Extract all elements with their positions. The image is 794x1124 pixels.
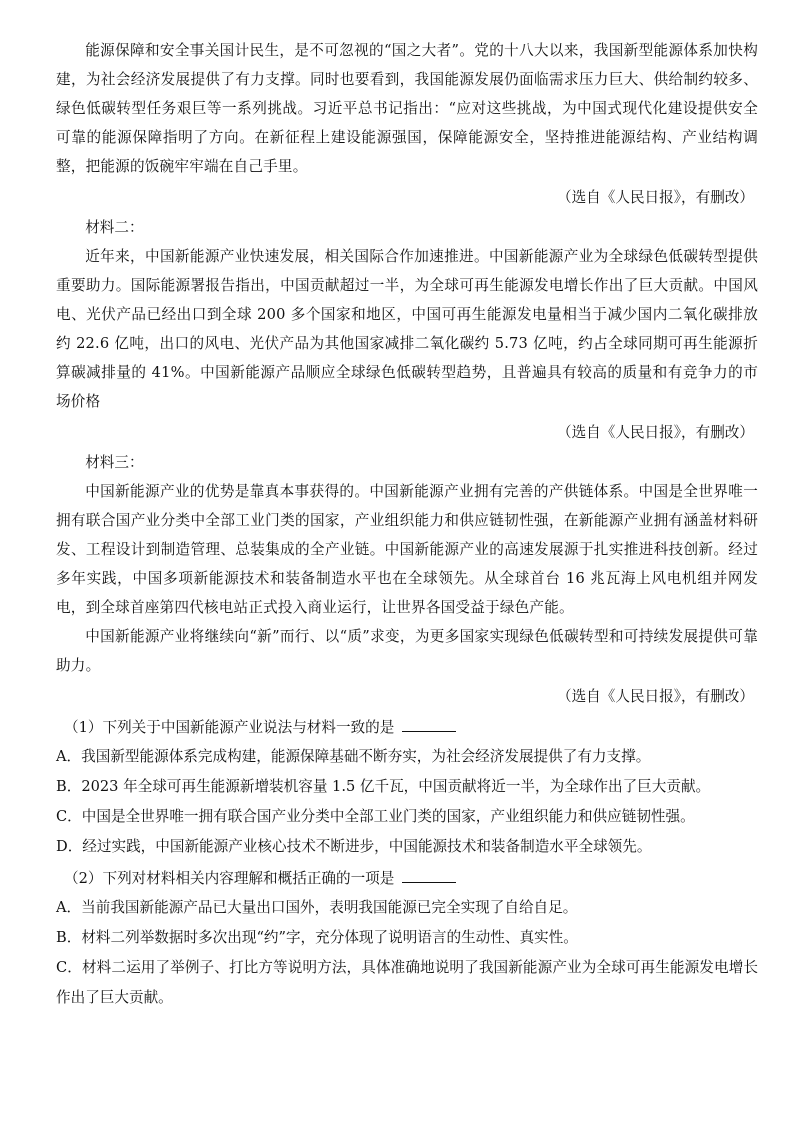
question-1-option-c: C．中国是全世界唯一拥有联合国产业分类中全部工业门类的国家，产业组织能力和供应链韧性强。 <box>56 808 695 825</box>
question-2-option-c: C．材料二运用了举例子、打比方等说明方法，具体准确地说明了我国新能源产业为全球可再生能源发电增长作出了巨大贡献。 <box>56 959 758 1006</box>
material3-source: （选自《人民日报》，有删改） <box>556 688 754 705</box>
question-1-prompt: （1）下列关于中国新能源产业说法与材料一致的是 <box>64 719 395 736</box>
question-2-option-b: B．材料二列举数据时多次出现“约”字，充分体现了说明语言的生动性、真实性。 <box>56 929 578 946</box>
document-page <box>56 36 758 1013</box>
question-2-prompt: （2）下列对材料相关内容理解和概括正确的一项是 <box>64 870 395 887</box>
question-1-option-d: D．经过实践，中国新能源产业核心技术不断进步，中国能源技术和装备制造水平全球领先。 <box>56 838 652 855</box>
material3-heading: 材料三： <box>85 454 144 471</box>
question-2-option-a: A．当前我国新能源产品已大量出口国外，表明我国能源已完全实现了自给自足。 <box>56 899 578 916</box>
question-2-answer-blank[interactable] <box>402 866 456 883</box>
question-1-option-b: B．2023 年全球可再生能源新增装机容量 1.5 亿千瓦，中国贡献将近一半，为全球作出了巨大贡献。 <box>56 778 711 795</box>
material2-heading: 材料二： <box>85 219 144 236</box>
intro-paragraph: 能源保障和安全事关国计民生，是不可忽视的“国之大者”。党的十八大以来，我国新型能源体系加快构建，为社会经济发展提供了有力支撑。同时也要看到，我国能源发展仍面临需求压力巨大、供给制约较多、绿色低碳转型任务艰巨等一系列挑战。习近平总书记指出：“应对这些挑战，为中国式现代化建设提供安全可靠的能源保障指明了方向。在新征程上建设能源强国，保障能源安全，坚持推进能源结构、产业结构调整，把能源的饭碗牢牢端在自己手里。 <box>56 42 758 175</box>
question-2 <box>56 864 758 893</box>
question-1-option-a: A．我国新型能源体系完成构建，能源保障基础不断夯实，为社会经济发展提供了有力支撑。 <box>56 748 651 765</box>
material2-paragraph: 近年来，中国新能源产业快速发展，相关国际合作加速推进。中国新能源产业为全球绿色低碳转型提供重要助力。国际能源署报告指出，中国贡献超过一半，为全球可再生能源发电增长作出了巨大贡献。中国风电、光伏产品已经出口到全球 200 多个国家和地区，中国可再生能源发电量相当于减少国内二氧化碳排放约 22.6 亿吨，出口的风电、光伏产品为其他国家减排二氧化碳约 5.73 亿吨，约占全球同期可再生能源折算碳减排量的 41%。中国新能源产品顺应全球绿色低碳转型趋势，且普遍具有较高的质量和有竞争力的市场价格 <box>56 248 758 410</box>
material2-source: （选自《人民日报》，有删改） <box>556 424 754 441</box>
question-1 <box>56 713 758 742</box>
question-1-answer-blank[interactable] <box>402 715 456 732</box>
material3-paragraph-2: 中国新能源产业将继续向“新”而行、以“质”求变，为更多国家实现绿色低碳转型和可持续发展提供可靠助力。 <box>56 628 758 674</box>
intro-source: （选自《人民日报》，有删改） <box>556 189 754 206</box>
material3-paragraph-1: 中国新能源产业的优势是靠真本事获得的。中国新能源产业拥有完善的产供链体系。中国是全世界唯一拥有联合国产业分类中全部工业门类的国家，产业组织能力和供应链韧性强，在新能源产业拥有涵盖材料研发、工程设计到制造管理、总装集成的全产业链。中国新能源产业的高速发展源于扎实推进科技创新。经过多年实践，中国多项新能源技术和装备制造水平也在全球领先。从全球首台 16 兆瓦海上风电机组并网发电，到全球首座第四代核电站正式投入商业运行，让世界各国受益于绿色产能。 <box>56 483 758 616</box>
